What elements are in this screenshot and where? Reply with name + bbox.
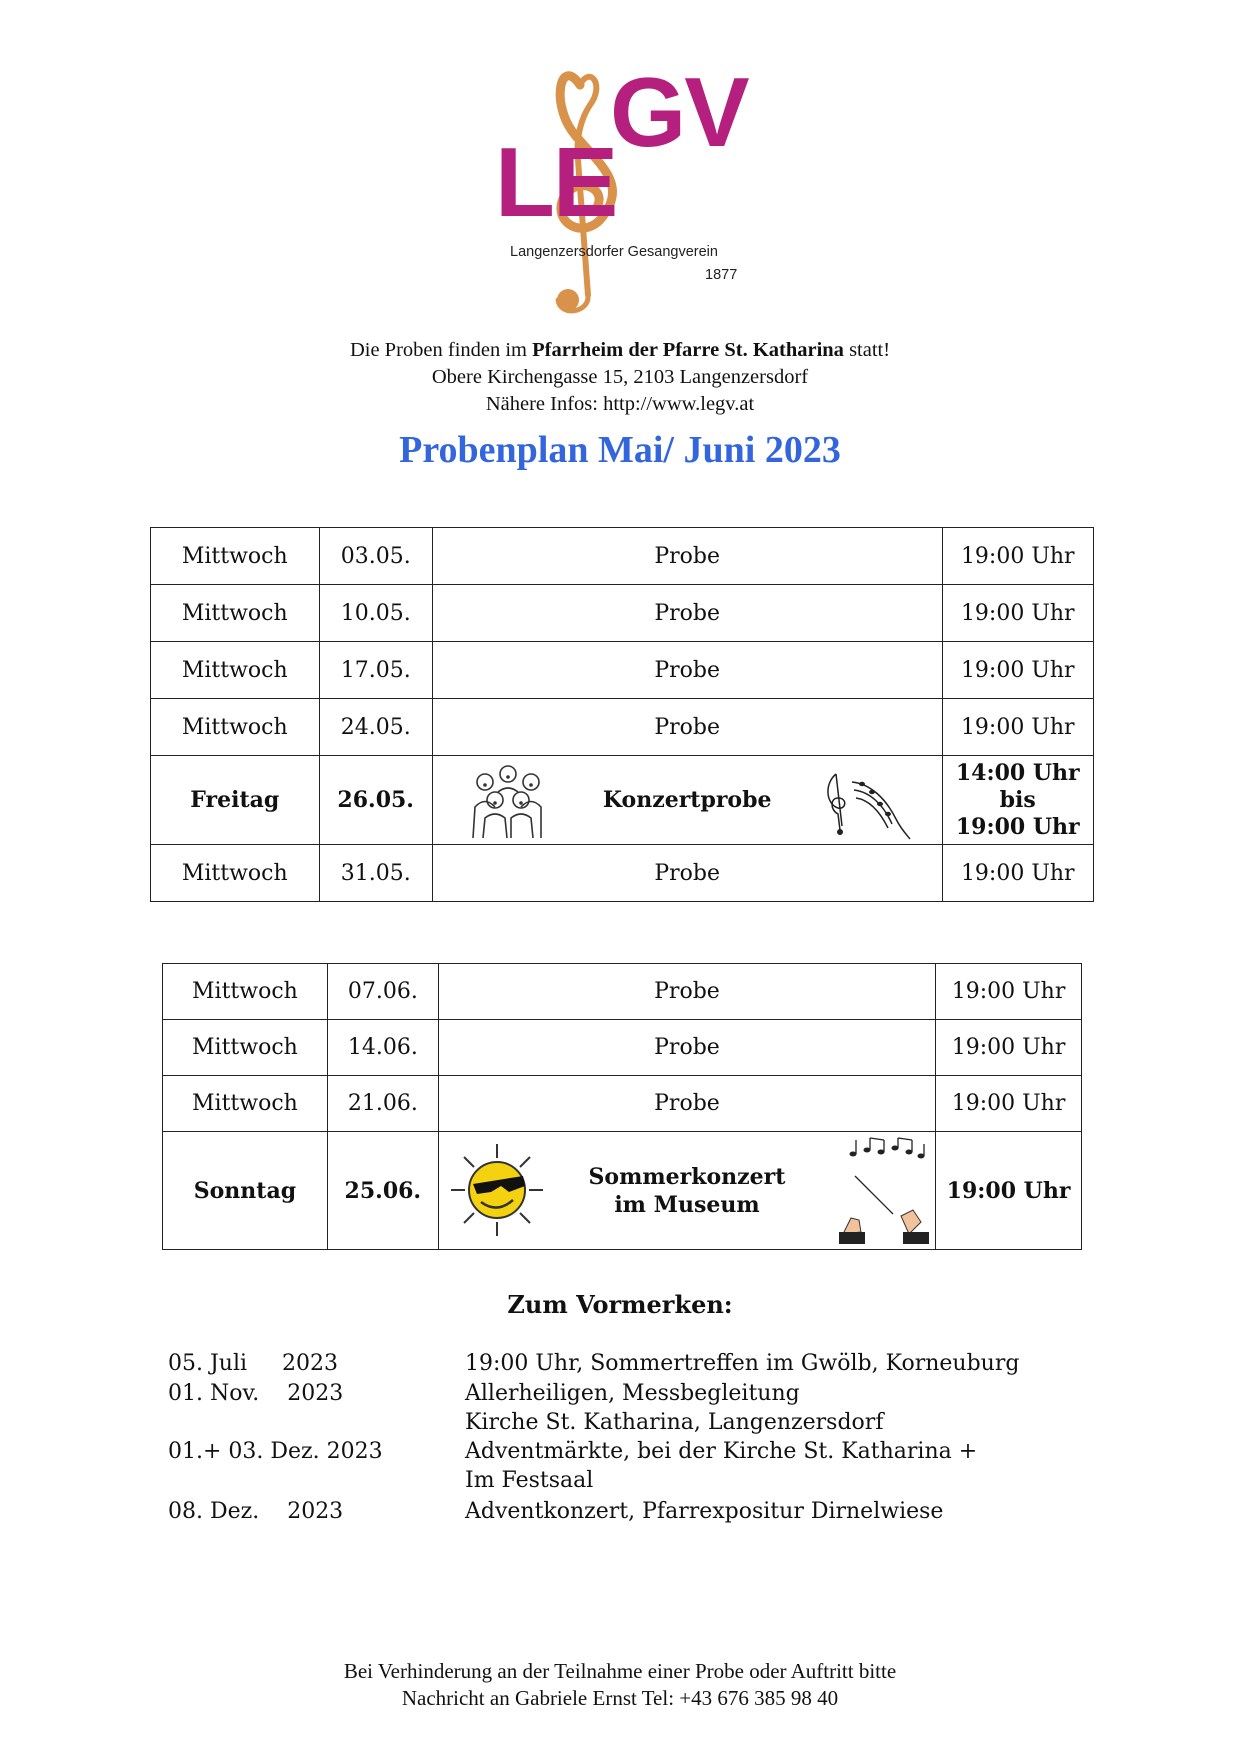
conductor-hands-icon: [837, 1136, 929, 1244]
time-cell: 19:00 Uhr: [936, 1020, 1082, 1076]
event-title: Konzertprobe: [602, 787, 772, 813]
vormerken-date: 08. Dez. 2023: [168, 1499, 344, 1524]
day-cell: Mittwoch: [163, 1020, 328, 1076]
time-cell: 19:00 Uhr: [942, 845, 1094, 902]
vormerken-text: Adventmärkte, bei der Kirche St. Katharina +: [465, 1439, 978, 1464]
info-location-line: [0, 339, 1240, 362]
event-cell: Probe: [432, 845, 942, 902]
date-cell: 24.05.: [319, 699, 432, 756]
legv-logo: [480, 45, 780, 315]
day-cell: Mittwoch: [151, 642, 320, 699]
time-cell: 19:00 Uhr: [942, 699, 1094, 756]
info-text-end: statt!: [843, 339, 891, 361]
vormerken-text: 19:00 Uhr, Sommertreffen im Gwölb, Korneuburg: [465, 1351, 1020, 1376]
info-website: Nähere Infos: http://www.legv.at: [485, 393, 755, 415]
table-row: [151, 528, 1094, 585]
vormerken-text-cont: Im Festsaal: [465, 1468, 594, 1493]
schedule-table-june: [162, 963, 1082, 1250]
date-cell: 31.05.: [319, 845, 432, 902]
event-cell: Probe: [438, 964, 935, 1020]
table-row-highlight: [163, 1132, 1082, 1250]
event-title: Sommerkonzert: [588, 1163, 786, 1190]
music-notes-icon: [816, 764, 912, 844]
time-cell: 19:00 Uhr: [936, 964, 1082, 1020]
day-cell: Mittwoch: [151, 845, 320, 902]
table-row: [151, 699, 1094, 756]
vormerken-date: 01. Nov. 2023: [168, 1381, 344, 1406]
footer-contact: Nachricht an Gabriele Ernst Tel: +43 676 385 98 40: [401, 1686, 839, 1710]
event-cell: [438, 1132, 935, 1250]
time-end: 19:00 Uhr: [955, 813, 1080, 840]
time-cell: 19:00 Uhr: [936, 1076, 1082, 1132]
time-cell: [942, 756, 1094, 845]
date-cell: 21.06.: [327, 1076, 438, 1132]
table-row-highlight: [151, 756, 1094, 845]
time-cell: 19:00 Uhr: [936, 1132, 1082, 1250]
event-cell: [432, 756, 942, 845]
event-cell: Probe: [432, 585, 942, 642]
time-separator: bis: [999, 786, 1036, 813]
table-row: [151, 585, 1094, 642]
time-start: 14:00 Uhr: [955, 759, 1080, 786]
event-cell: Probe: [438, 1076, 935, 1132]
date-cell: 25.06.: [327, 1132, 438, 1250]
time-cell: 19:00 Uhr: [942, 642, 1094, 699]
table-row: [151, 845, 1094, 902]
footer-notice: Bei Verhinderung an der Teilnahme einer Probe oder Auftritt bitte: [343, 1659, 897, 1683]
info-venue: Pfarrheim der Pfarre St. Katharina: [532, 339, 844, 361]
time-cell: 19:00 Uhr: [942, 585, 1094, 642]
date-cell: 26.05.: [319, 756, 432, 845]
day-cell: Mittwoch: [151, 528, 320, 585]
date-cell: 14.06.: [327, 1020, 438, 1076]
logo-letters-gv: GV: [610, 57, 748, 167]
day-cell: Mittwoch: [151, 585, 320, 642]
sun-with-sunglasses-icon: [447, 1142, 547, 1238]
info-address: Obere Kirchengasse 15, 2103 Langenzersdorf: [431, 366, 809, 388]
event-subtitle: im Museum: [614, 1191, 760, 1218]
event-cell: Probe: [438, 1020, 935, 1076]
table-row: [151, 642, 1094, 699]
logo-letters-le: LE: [495, 127, 617, 237]
date-cell: 17.05.: [319, 642, 432, 699]
info-text: Die Proben finden im: [349, 339, 533, 361]
table-row: [163, 1076, 1082, 1132]
event-cell: Probe: [432, 642, 942, 699]
schedule-table-may: [150, 527, 1094, 902]
date-cell: 07.06.: [327, 964, 438, 1020]
choir-icon: [465, 762, 551, 840]
vormerken-date: 05. Juli 2023: [168, 1351, 338, 1376]
vormerken-text-cont: Kirche St. Katharina, Langenzersdorf: [465, 1410, 884, 1435]
date-cell: 10.05.: [319, 585, 432, 642]
page-title: Probenplan Mai/ Juni 2023: [399, 429, 841, 471]
logo-club-name: Langenzersdorfer Gesangverein: [510, 244, 718, 260]
table-row: [163, 1020, 1082, 1076]
vormerken-text: Allerheiligen, Messbegleitung: [465, 1381, 800, 1406]
vormerken-heading: Zum Vormerken:: [507, 1290, 733, 1319]
vormerken-text: Adventkonzert, Pfarrexpositur Dirnelwiese: [465, 1499, 944, 1524]
event-cell: Probe: [432, 699, 942, 756]
date-cell: 03.05.: [319, 528, 432, 585]
vormerken-date: 01.+ 03. Dez. 2023: [168, 1439, 383, 1464]
day-cell: Freitag: [151, 756, 320, 845]
day-cell: Sonntag: [163, 1132, 328, 1250]
day-cell: Mittwoch: [151, 699, 320, 756]
day-cell: Mittwoch: [163, 964, 328, 1020]
logo-year: 1877: [705, 267, 738, 283]
event-cell: Probe: [432, 528, 942, 585]
day-cell: Mittwoch: [163, 1076, 328, 1132]
time-cell: 19:00 Uhr: [942, 528, 1094, 585]
table-row: [163, 964, 1082, 1020]
